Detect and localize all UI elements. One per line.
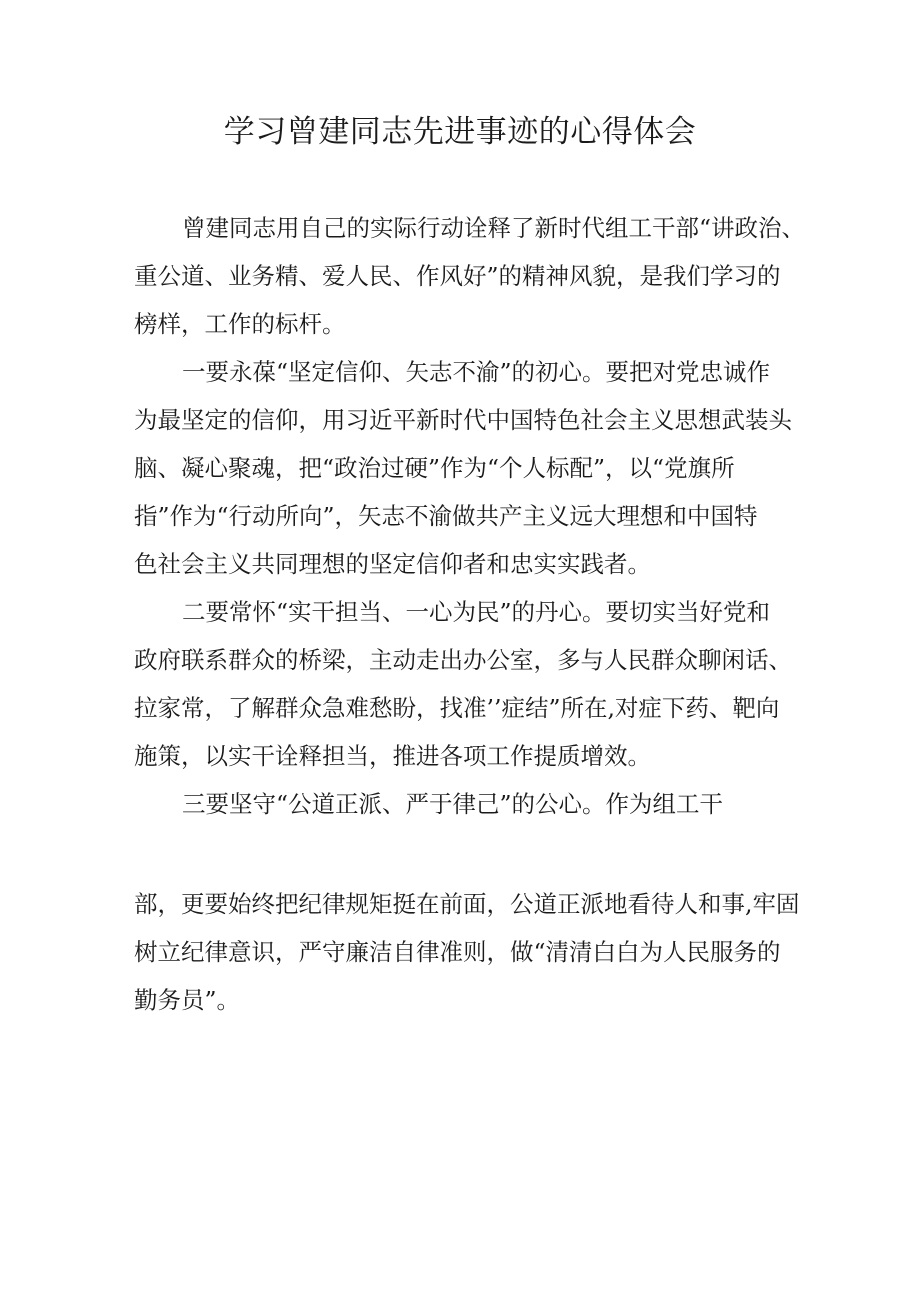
document-title: 学习曾建同志先进事迹的心得体会: [223, 114, 697, 150]
paragraph-3-line-1: 二要常怀“实干担当、一心为民”的丹心。要切实当好党和: [182, 598, 771, 626]
paragraph-4-line-1: 三要坚守“公道正派、严于律己”的公心。作为组工干: [182, 790, 724, 818]
paragraph-2-line-1: 一要永葆“坚定信仰、矢志不渝”的初心。要把对党忠诚作: [182, 358, 771, 386]
paragraph-3-line-3: 拉家常，了解群众急难愁盼，找准’’症结”所在,对症下药、靶向: [134, 694, 780, 722]
paragraph-4-line-3: 树立纪律意识，严守廉洁自律准则，做“清清白白为人民服务的: [134, 938, 781, 966]
paragraph-2-line-3: 脑、凝心聚魂，把“政治过硬”作为“个人标配”，以“党旗所: [134, 454, 735, 482]
paragraph-2-line-2: 为最坚定的信仰，用习近平新时代中国特色社会主义思想武装头: [134, 406, 792, 434]
paragraph-4-line-2: 部，更要始终把纪律规矩挺在前面，公道正派地看待人和事,牢固: [134, 890, 800, 918]
paragraph-2-line-4: 指”作为“行动所向”，矢志不渝做共产主义远大理想和中国特: [134, 502, 758, 530]
paragraph-1-line-3: 榜样，工作的标杆。: [134, 310, 346, 338]
paragraph-1-line-1: 曾建同志用自己的实际行动诠释了新时代组工干部“讲政治、: [182, 214, 806, 242]
paragraph-3-line-2: 政府联系群众的桥梁，主动走出办公室，多与人民群众聊闲话、: [134, 646, 792, 674]
paragraph-1-line-2: 重公道、业务精、爱人民、作风好”的精神风貌，是我们学习的: [134, 262, 781, 290]
paragraph-2-line-5: 色社会主义共同理想的坚定信仰者和忠实实践者。: [134, 550, 651, 578]
paragraph-4-line-4: 勤务员”。: [134, 986, 241, 1014]
paragraph-3-line-4: 施策，以实干诠释担当，推进各项工作提质增效。: [134, 742, 651, 770]
